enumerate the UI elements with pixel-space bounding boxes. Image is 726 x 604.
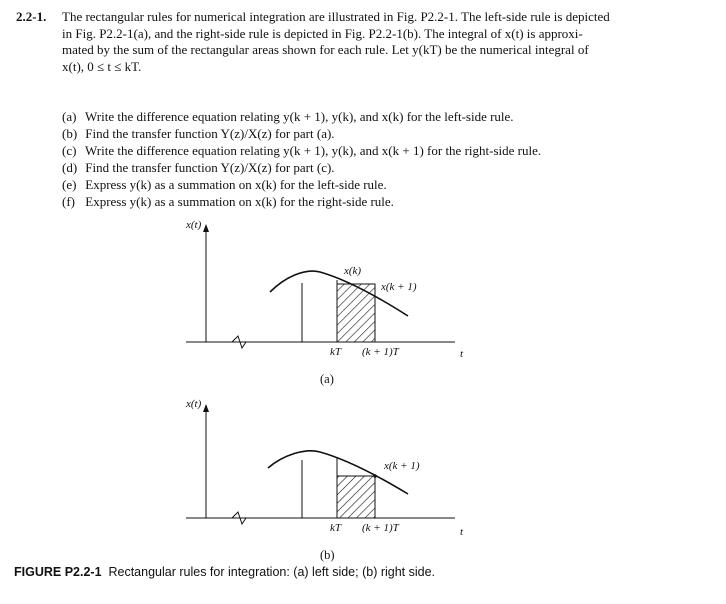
caption-figure-id: FIGURE P2.2-1	[14, 565, 102, 579]
a-k1T-label: (k + 1)T	[362, 346, 399, 358]
problem-line-2: in Fig. P2.2-1(a), and the right-side rule is depicted in Fig. P2.2-1(b). The integral of x(t) is approxi-	[62, 25, 583, 41]
part-e: (e) Express y(k) as a summation on x(k) for the left-side rule.	[62, 177, 387, 192]
a-xk-label: x(k)	[344, 265, 362, 277]
problem-line-4: x(t), 0 ≤ t ≤ kT.	[62, 58, 142, 74]
b-sample-point	[373, 474, 377, 478]
problem-line-3: mated by the sum of the rectangular areas shown for each rule. Let y(kT) be the numerical integral of	[62, 42, 589, 57]
part-a: (a) Write the difference equation relating y(k + 1), y(k), and x(k) for the left-side rule.	[62, 109, 514, 124]
b-k1T-label: (k + 1)T	[362, 522, 399, 534]
figure-b-sublabel: (b)	[320, 548, 335, 562]
part-b: (b) Find the transfer function Y(z)/X(z) for part (a).	[62, 126, 335, 141]
b-y-arrow	[203, 404, 209, 412]
problem-line-1: The rectangular rules for numerical integration are illustrated in Fig. P2.2-1. The left-side rule is depicted	[62, 9, 610, 24]
a-t-label: t	[460, 348, 464, 360]
figure-caption	[14, 565, 435, 579]
caption-text: Rectangular rules for integration: (a) left side; (b) right side.	[108, 565, 436, 579]
part-d: (d) Find the transfer function Y(z)/X(z) for part (c).	[62, 160, 335, 175]
a-xk1-label: x(k + 1)	[381, 281, 417, 293]
b-xk1-label: x(k + 1)	[384, 460, 420, 472]
a-y-arrow	[203, 224, 209, 232]
b-kT-label: kT	[330, 522, 341, 534]
b-y-axis-label: x(t)	[186, 398, 202, 410]
a-kT-label: kT	[330, 346, 341, 358]
part-c: (c) Write the difference equation relating y(k + 1), y(k), and x(k + 1) for the right-side rule.	[62, 143, 542, 158]
figure-a-sublabel: (a)	[320, 372, 334, 386]
a-y-axis-label: x(t)	[186, 219, 202, 231]
problem-number: 2.2-1.	[16, 9, 47, 24]
b-rectangle	[337, 476, 375, 518]
b-t-label: t	[460, 526, 464, 538]
part-f: (f) Express y(k) as a summation on x(k) for the right-side rule.	[62, 194, 394, 209]
